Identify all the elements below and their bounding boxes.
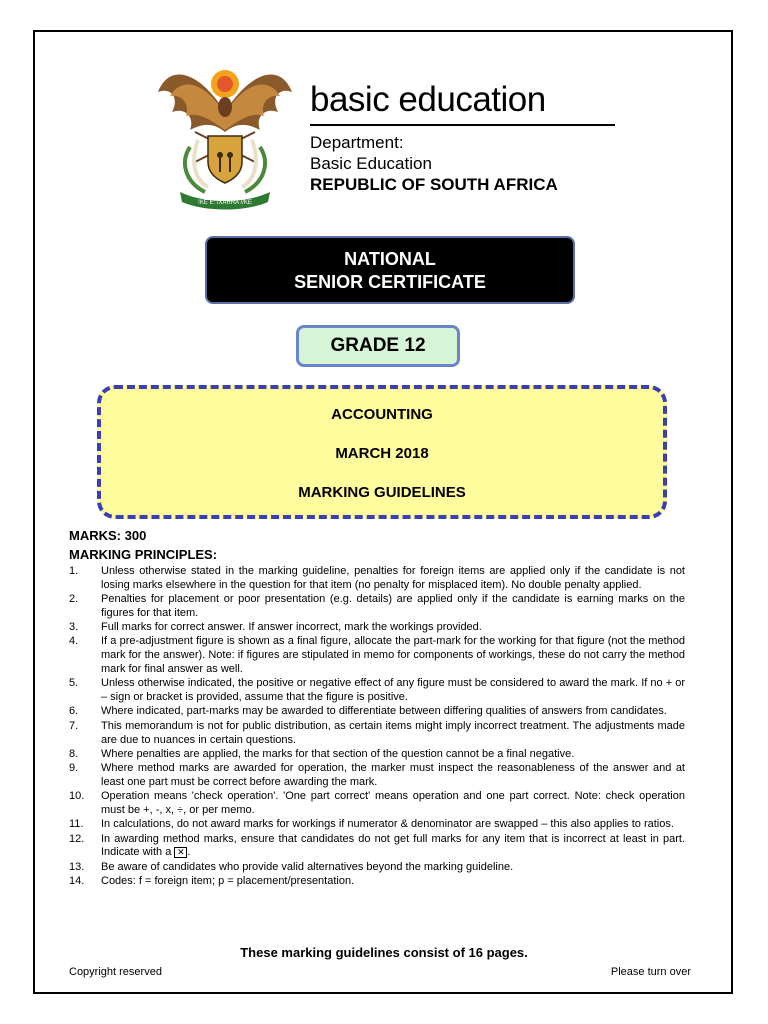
list-item-text: In calculations, do not award marks for workings if numerator & denominator are swapped – this also applies to ratios. xyxy=(101,818,674,831)
list-item xyxy=(69,720,685,748)
principles-heading: MARKING PRINCIPLES: xyxy=(69,547,218,562)
list-item-number: 14. xyxy=(69,875,85,888)
certificate-line1: NATIONAL xyxy=(344,249,436,269)
list-item-text: Where penalties are applied, the marks for that section of the question cannot be a final negative. xyxy=(101,747,575,760)
list-item-text: Codes: f = foreign item; p = placement/presentation. xyxy=(101,875,355,888)
list-item-text: Be aware of candidates who provide valid alternatives beyond the marking guideline. xyxy=(101,860,514,873)
list-item-text: Unless otherwise stated in the marking guideline, penalties for foreign items are applied only if the candidate is not losing marks elsewhere in the question for that item (no penalty for misplaced item). No double penalty applied. xyxy=(101,565,685,591)
list-item-number: 10. xyxy=(69,790,85,803)
list-item-number: 13. xyxy=(69,860,85,873)
header-rule xyxy=(310,124,615,126)
country-name: REPUBLIC OF SOUTH AFRICA xyxy=(310,175,558,194)
list-item xyxy=(69,705,685,719)
list-item-number: 5. xyxy=(69,677,79,690)
list-item xyxy=(69,875,685,889)
list-item-text: Unless otherwise indicated, the positive or negative effect of any figure must be considered to award the mark. If no + or – sign or bracket is provided, assume that the figure is positive. xyxy=(101,677,685,704)
list-item xyxy=(69,565,685,593)
list-item-text: This memorandum is not for public distribution, as certain items might imply incorrect treatment. The adjustments made are due to nuances in certain questions. xyxy=(101,719,685,746)
grade-badge: GRADE 12 xyxy=(296,325,460,367)
list-item-number: 3. xyxy=(69,621,79,634)
emblem-motto: !KE E: /XARRA //KE xyxy=(198,200,252,206)
list-item-number: 8. xyxy=(69,747,79,760)
total-marks: MARKS: 300 xyxy=(69,528,147,543)
list-item-text: Operation means 'check operation'. 'One part correct' means operation and one part correct. Note: check operation must be +, -, x, ÷, or per memo. xyxy=(101,790,685,817)
list-item xyxy=(69,621,685,635)
coat-of-arms-emblem xyxy=(150,52,300,210)
list-item-number: 11. xyxy=(69,818,84,831)
list-item xyxy=(69,861,685,875)
list-item-number: 7. xyxy=(69,719,79,732)
list-item-text: In awarding method marks, ensure that candidates do not get full marks for any item that is incorrect at least in part. Indicate with a xyxy=(101,832,685,859)
list-item xyxy=(69,677,685,705)
department-label: Department: xyxy=(310,133,404,152)
crossed-box-icon: ✕ xyxy=(174,847,187,858)
copyright-text: Copyright reserved xyxy=(69,966,162,978)
turn-over-text: Please turn over xyxy=(610,966,691,978)
brand-title: basic education xyxy=(310,80,546,119)
list-item-text: Where indicated, part-marks may be awarded to differentiate between differing qualities of answers from candidates. xyxy=(101,705,667,718)
subject-name: ACCOUNTING xyxy=(331,406,433,423)
list-item xyxy=(69,593,685,621)
list-item-text: Penalties for placement or poor presentation (e.g. details) are applied only if the candidate is earning marks on the figures for that item. xyxy=(101,593,685,619)
department-name: Basic Education xyxy=(310,154,432,173)
list-item xyxy=(69,818,685,832)
list-item xyxy=(69,635,685,676)
list-item-number: 1. xyxy=(69,565,79,577)
list-item-number: 12. xyxy=(69,832,85,845)
list-item-text: If a pre-adjustment figure is shown as a final figure, allocate the part-mark for the working for that figure (not the method mark for the answer). Note: if figures are stipulated in memo for components of workings, these do not carry the method mark for final answer as well. xyxy=(101,635,685,676)
list-item xyxy=(69,762,685,790)
document-type: MARKING GUIDELINES xyxy=(298,484,466,501)
list-item xyxy=(69,790,685,818)
certificate-banner xyxy=(205,236,575,304)
list-item-number: 9. xyxy=(69,762,79,775)
exam-date: MARCH 2018 xyxy=(335,445,429,462)
list-item-text: Where method marks are awarded for operation, the marker must inspect the reasonableness of the answer and at least one part must be correct before awarding the mark. xyxy=(101,762,685,788)
list-item-text: Full marks for correct answer. If answer incorrect, mark the workings provided. xyxy=(101,621,482,634)
list-item-number: 2. xyxy=(69,593,79,606)
list-item-number: 6. xyxy=(69,705,79,718)
list-item: 12. In awarding method marks, ensure that candidates do not get full marks for any item that is incorrect at least in part. Indicate with a ✕ . xyxy=(69,832,685,859)
department-header xyxy=(310,80,620,195)
subject-panel xyxy=(97,385,667,519)
list-item-number: 4. xyxy=(69,635,79,648)
pages-note: These marking guidelines consist of 16 pages. xyxy=(240,945,528,960)
principles-list xyxy=(69,565,685,889)
list-item xyxy=(69,748,685,762)
certificate-line2: SENIOR CERTIFICATE xyxy=(294,272,486,292)
